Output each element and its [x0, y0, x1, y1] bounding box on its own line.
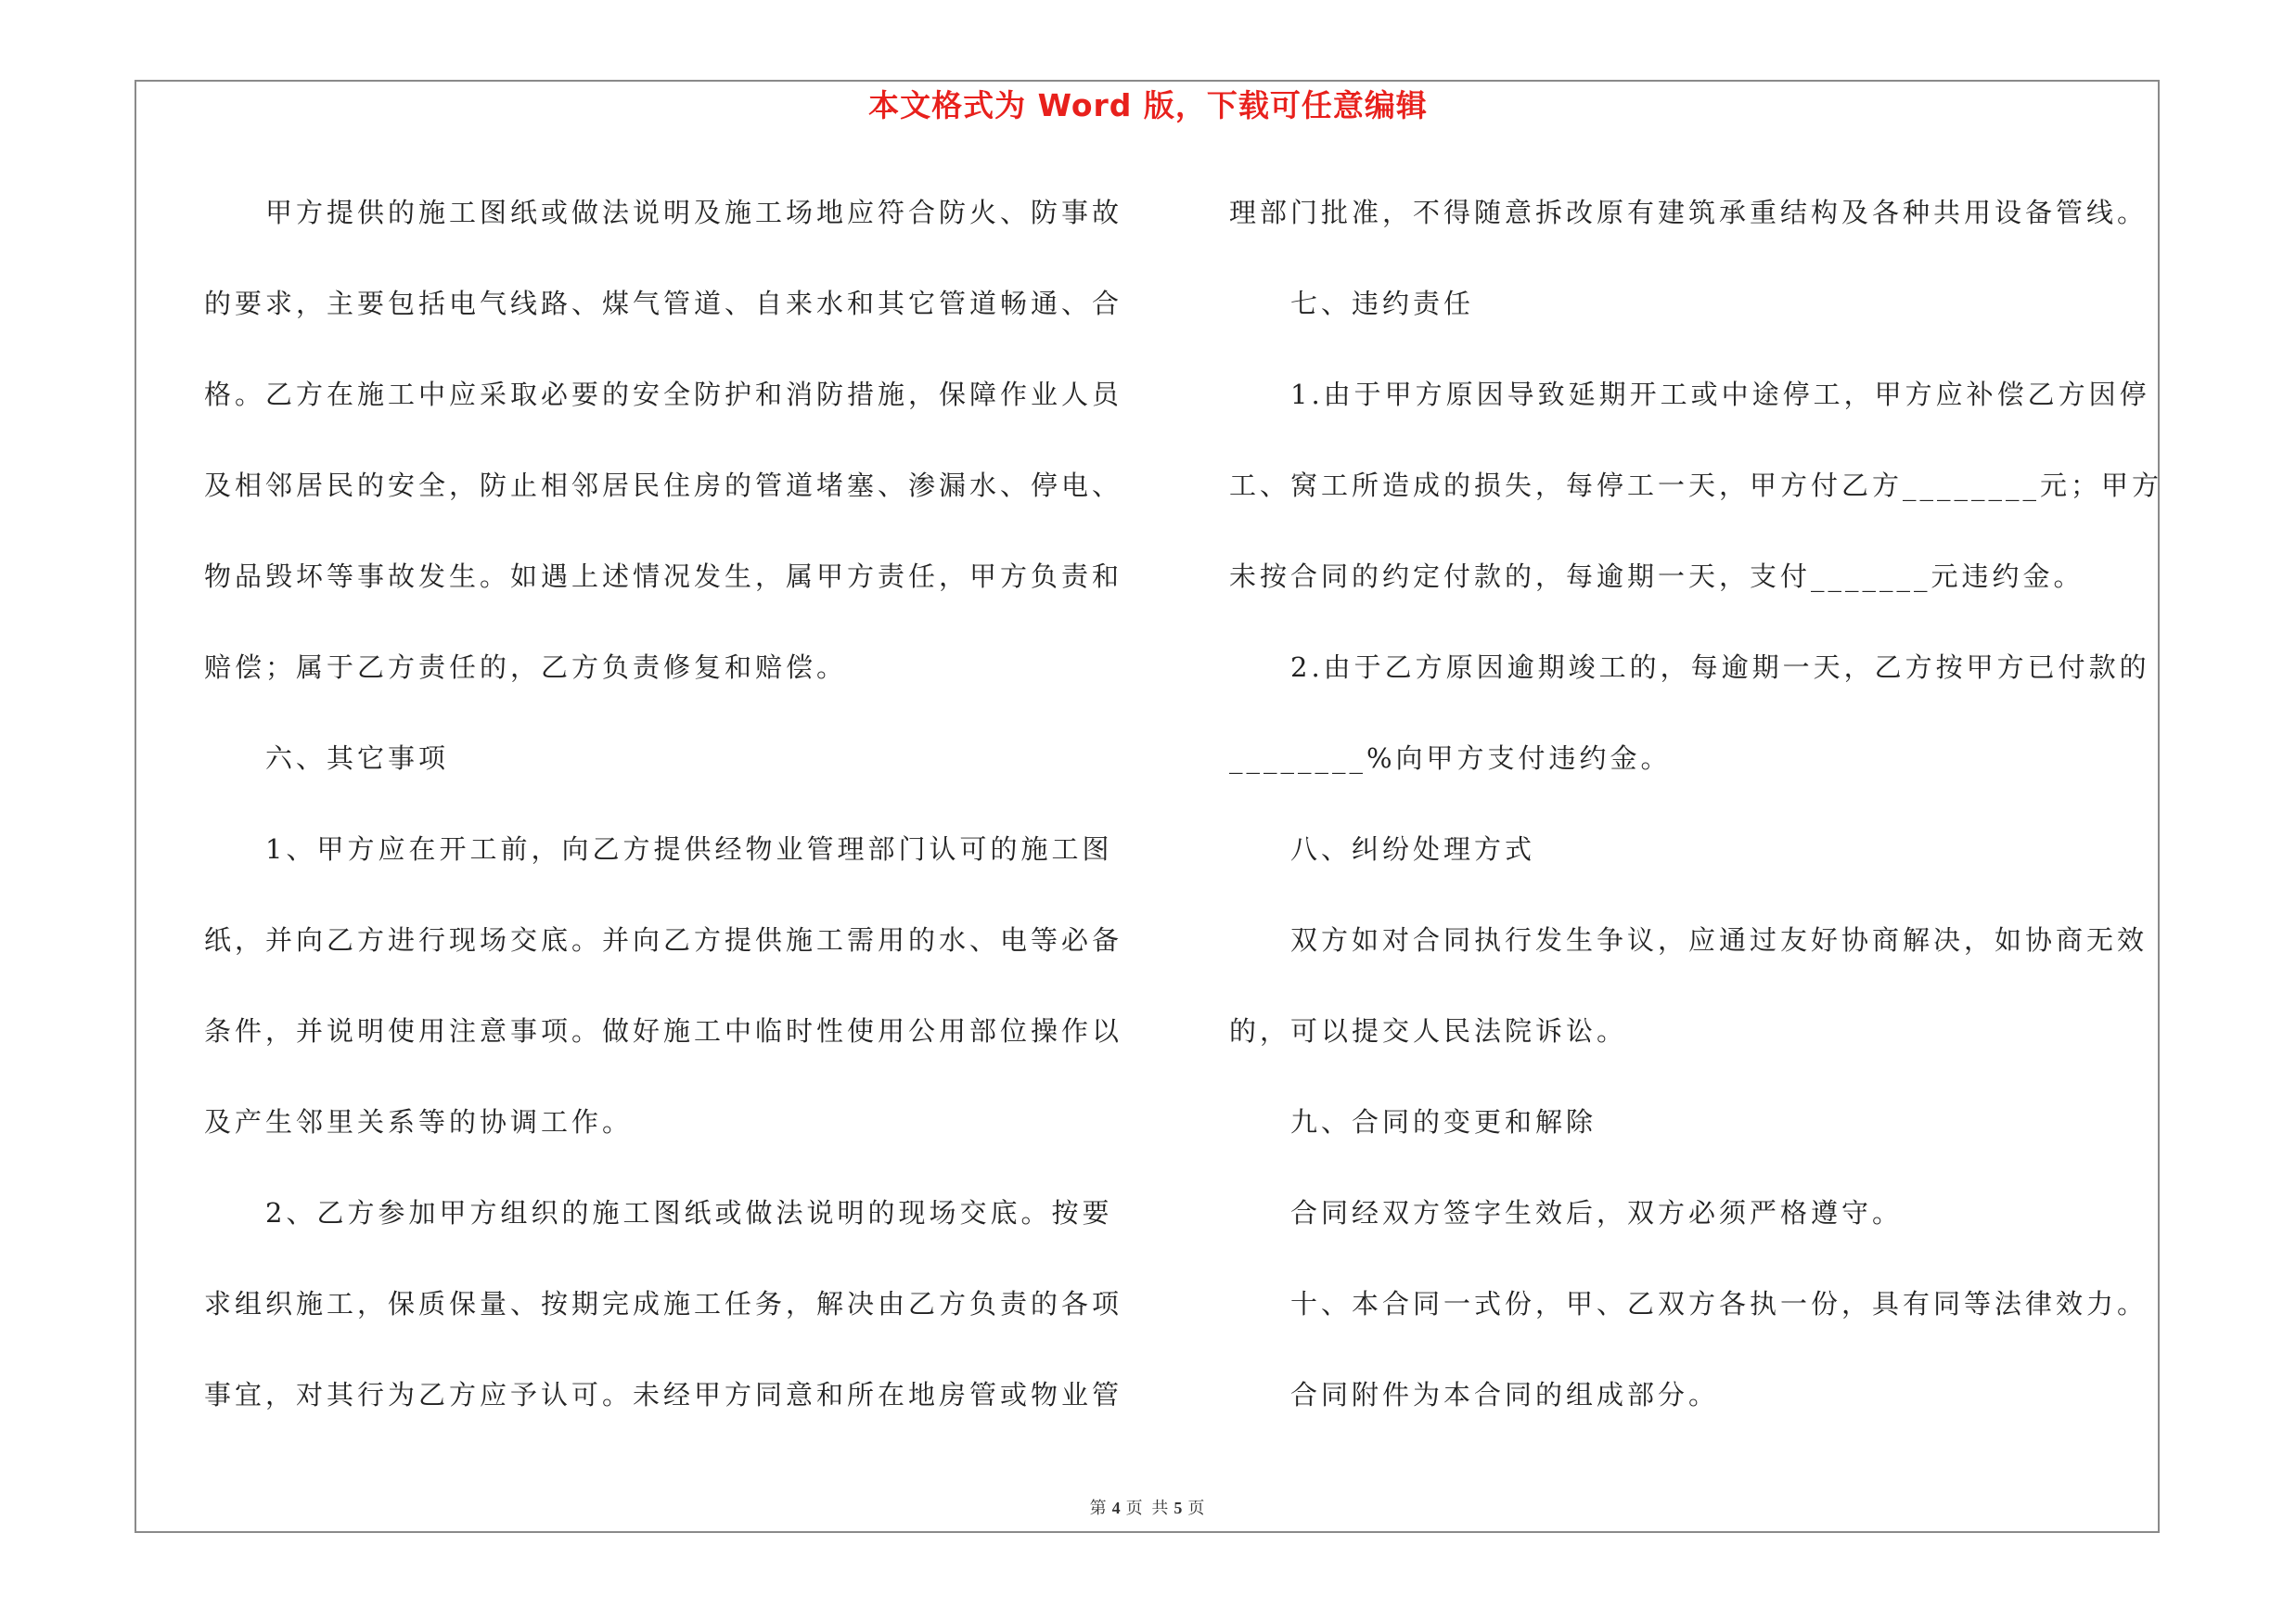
text-line: 甲方提供的施工图纸或做法说明及施工场地应符合防火、防事故: [265, 197, 1123, 228]
word-format-banner: 本文格式为 Word 版，下载可任意编辑: [868, 87, 1428, 123]
right-text-column: [1229, 183, 2185, 1456]
text-line: 物品毁坏等事故发生。如遇上述情况发生，属甲方责任，甲方负责和: [204, 560, 1123, 592]
text-line: 双方如对合同执行发生争议，应通过友好协商解决，如协商无效: [1290, 924, 2148, 956]
total-pages-number: 5: [1174, 1499, 1185, 1517]
text-line: 格。乙方在施工中应采取必要的安全防护和消防措施，保障作业人员: [204, 379, 1123, 410]
text-line: 合同经双方签字生效后，双方必须严格遵守。: [1290, 1197, 1904, 1229]
text-line: 及产生邻里关系等的协调工作。: [204, 1106, 634, 1138]
current-page-number: 4: [1111, 1499, 1122, 1517]
text-line: 十、本合同一式份，甲、乙双方各执一份，具有同等法律效力。: [1290, 1288, 2148, 1320]
page-number-footer: [0, 1496, 2296, 1521]
text-line: ________%向甲方支付违约金。: [1229, 742, 1672, 774]
text-line: 及相邻居民的安全，防止相邻居民住房的管道堵塞、渗漏水、停电、: [204, 470, 1123, 501]
text-line: 条件，并说明使用注意事项。做好施工中临时性使用公用部位操作以: [204, 1015, 1123, 1047]
left-text-column: [204, 183, 1141, 1456]
text-line: 1.由于甲方原因导致延期开工或中途停工，甲方应补偿乙方因停: [1290, 379, 2150, 410]
text-line: 未按合同的约定付款的，每逾期一天，支付_______元违约金。: [1229, 560, 2084, 592]
text-line: 的要求，主要包括电气线路、煤气管道、自来水和其它管道畅通、合: [204, 288, 1123, 319]
section-heading-breach-liability: 七、违约责任: [1290, 288, 1475, 319]
section-heading-other-matters: 六、其它事项: [265, 742, 450, 774]
text-line: 2、乙方参加甲方组织的施工图纸或做法说明的现场交底。按要: [265, 1197, 1113, 1229]
text-line: 2.由于乙方原因逾期竣工的，每逾期一天，乙方按甲方已付款的: [1290, 651, 2150, 683]
text-line: 理部门批准，不得随意拆改原有建筑承重结构及各种共用设备管线。: [1229, 197, 2148, 228]
footer-prefix: 第: [1089, 1499, 1109, 1518]
section-heading-dispute-resolution: 八、纠纷处理方式: [1290, 833, 1536, 865]
section-heading-amendment-termination: 九、合同的变更和解除: [1290, 1106, 1597, 1138]
text-line: 工、窝工所造成的损失，每停工一天，甲方付乙方________元；甲方: [1229, 470, 2163, 501]
text-line: 纸，并向乙方进行现场交底。并向乙方提供施工需用的水、电等必备: [204, 924, 1123, 956]
text-line: 合同附件为本合同的组成部分。: [1290, 1379, 1720, 1410]
text-line: 求组织施工，保质保量、按期完成施工任务，解决由乙方负责的各项: [204, 1288, 1123, 1320]
footer-middle: 页 共: [1125, 1499, 1171, 1518]
text-line: 事宜，对其行为乙方应予认可。未经甲方同意和所在地房管或物业管: [204, 1379, 1123, 1410]
text-line: 赔偿；属于乙方责任的，乙方负责修复和赔偿。: [204, 651, 848, 683]
text-line: 1、甲方应在开工前，向乙方提供经物业管理部门认可的施工图: [265, 833, 1113, 865]
text-line: 的，可以提交人民法院诉讼。: [1229, 1015, 1628, 1047]
footer-suffix: 页: [1187, 1499, 1207, 1518]
